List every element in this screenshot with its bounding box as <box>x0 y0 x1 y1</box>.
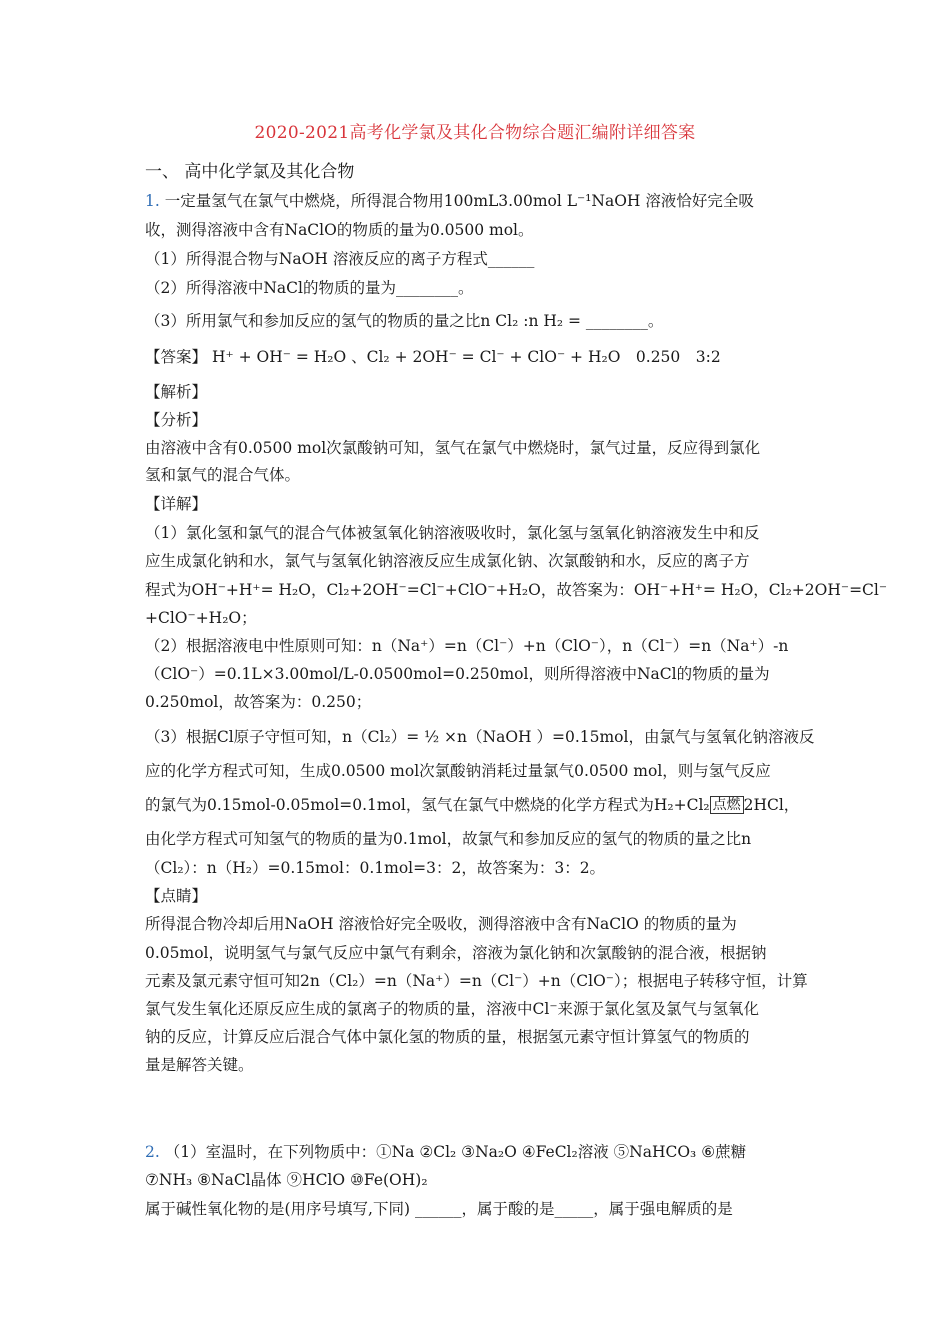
q2-line-3: 属于碱性氧化物的是(用序号填写,下同) ______，属于酸的是_____，属于强电解质的是 <box>145 1200 733 1218</box>
q2-line-1 <box>145 1142 815 1162</box>
q1-part-1: （1）所得混合物与NaOH 溶液反应的离子方程式______ <box>145 250 535 268</box>
detail-line-6: （ClO⁻）=0.1L×3.00mol/L-0.0500mol=0.250mol，则所得溶液中NaCl的物质的量为 <box>145 665 770 683</box>
q2-stem-text-1: （1）室温时，在下列物质中：①Na ②Cl₂ ③Na₂O ④FeCl₂溶液 ⑤NaHCO₃ ⑥蔗糖 <box>164 1143 747 1161</box>
q1-stem-line-2: 收，测得溶液中含有NaClO的物质的量为0.0500 mol。 <box>145 221 534 239</box>
detail-line-10 <box>145 795 815 815</box>
detail-line-1: （1）氯化氢和氯气的混合气体被氢氧化钠溶液吸收时，氯化氢与氢氧化钠溶液发生中和反 <box>145 524 760 542</box>
key-line-6: 量是解答关键。 <box>145 1056 254 1074</box>
q1-answer-line <box>145 347 815 367</box>
dianjing-label: 【点睛】 <box>145 887 208 905</box>
detail-line-12: （Cl₂）：n（H₂）=0.15mol：0.1mol=3：2，故答案为：3：2。 <box>145 859 606 877</box>
detail-line-7: 0.250mol，故答案为：0.250； <box>145 693 372 711</box>
q1-part-3: （3）所用氯气和参加反应的氢气的物质的量之比n Cl₂ :n H₂ = ________。 <box>145 312 664 330</box>
detail-line-8: （3）根据Cl原子守恒可知，n（Cl₂）= ½ ×n（NaOH ）=0.15mol，由氯气与氢氧化钠溶液反 <box>145 728 815 746</box>
answer-text: H⁺ + OH⁻ = H₂O 、Cl₂ + 2OH⁻ = Cl⁻ + ClO⁻ + H₂O 0.250 3:2 <box>211 348 721 366</box>
fenxi-line-1: 由溶液中含有0.0500 mol次氯酸钠可知，氢气在氯气中燃烧时，氯气过量，反应得到氯化 <box>145 439 761 457</box>
q2-number: 2. <box>145 1143 160 1161</box>
q1-stem-text-1: 一定量氢气在氯气中燃烧，所得混合物用100mL3.00mol L⁻¹NaOH 溶液恰好完全吸 <box>164 192 754 210</box>
detail-line-11: 由化学方程式可知氢气的物质的量为0.1mol，故氯气和参加反应的氢气的物质的量之比n <box>145 830 752 848</box>
detail-line-9: 应的化学方程式可知，生成0.0500 mol次氯酸钠消耗过量氯气0.0500 mol，则与氢气反应 <box>145 762 771 780</box>
xiangjie-label: 【详解】 <box>145 495 208 513</box>
detail-line-3: 程式为OH⁻+H⁺= H₂O，Cl₂+2OH⁻=Cl⁻+ClO⁻+H₂O，故答案为：OH⁻+H⁺= H₂O，Cl₂+2OH⁻=Cl⁻ <box>145 581 888 599</box>
ignite-condition-box: 点燃 <box>710 796 744 814</box>
q1-number: 1. <box>145 192 160 210</box>
key-line-2: 0.05mol，说明氢气与氯气反应中氯气有剩余，溶液为氯化钠和次氯酸钠的混合液，根据钠 <box>145 944 767 962</box>
section-heading: 一、 高中化学氯及其化合物 <box>145 162 355 182</box>
key-line-5: 钠的反应，计算反应后混合气体中氯化氢的物质的量，根据氢元素守恒计算氢气的物质的 <box>145 1028 750 1046</box>
q2-line-2: ⑦NH₃ ⑧NaCl晶体 ⑨HClO ⑩Fe(OH)₂ <box>145 1171 428 1189</box>
detail-line-5: （2）根据溶液电中性原则可知：n（Na⁺）=n（Cl⁻）+n（ClO⁻），n（Cl⁻）=n（Na⁺）-n <box>145 637 789 655</box>
fenxi-label: 【分析】 <box>145 411 208 429</box>
q1-part-2: （2）所得溶液中NaCl的物质的量为________。 <box>145 279 474 297</box>
key-line-4: 氯气发生氧化还原反应生成的氯离子的物质的量，溶液中Cl⁻来源于氯化氢及氯气与氢氧化 <box>145 1000 760 1018</box>
key-line-3: 元素及氯元素守恒可知2n（Cl₂）=n（Na⁺）=n（Cl⁻）+n（ClO⁻）；根据电子转移守恒，计算 <box>145 972 808 990</box>
key-line-1: 所得混合物冷却后用NaOH 溶液恰好完全吸收，测得溶液中含有NaClO 的物质的量为 <box>145 915 737 933</box>
detail-line-4: +ClO⁻+H₂O； <box>145 609 257 627</box>
detail-line-2: 应生成氯化钠和水，氯气与氢氧化钠溶液反应生成氯化钠、次氯酸钠和水，反应的离子方 <box>145 552 750 570</box>
fenxi-line-2: 氢和氯气的混合气体。 <box>145 466 301 484</box>
document-title: 2020-2021高考化学氯及其化合物综合题汇编附详细答案 <box>254 123 696 143</box>
analysis-label: 【解析】 <box>145 383 208 401</box>
q1-stem-line-1 <box>145 191 815 211</box>
detail-line-10-end: 2HCl， <box>743 796 800 814</box>
answer-label: 【答案】 <box>145 348 208 366</box>
detail-line-10-text: 的氯气为0.15mol-0.05mol=0.1mol，氢气在氯气中燃烧的化学方程式为H₂+Cl₂ <box>145 796 710 814</box>
